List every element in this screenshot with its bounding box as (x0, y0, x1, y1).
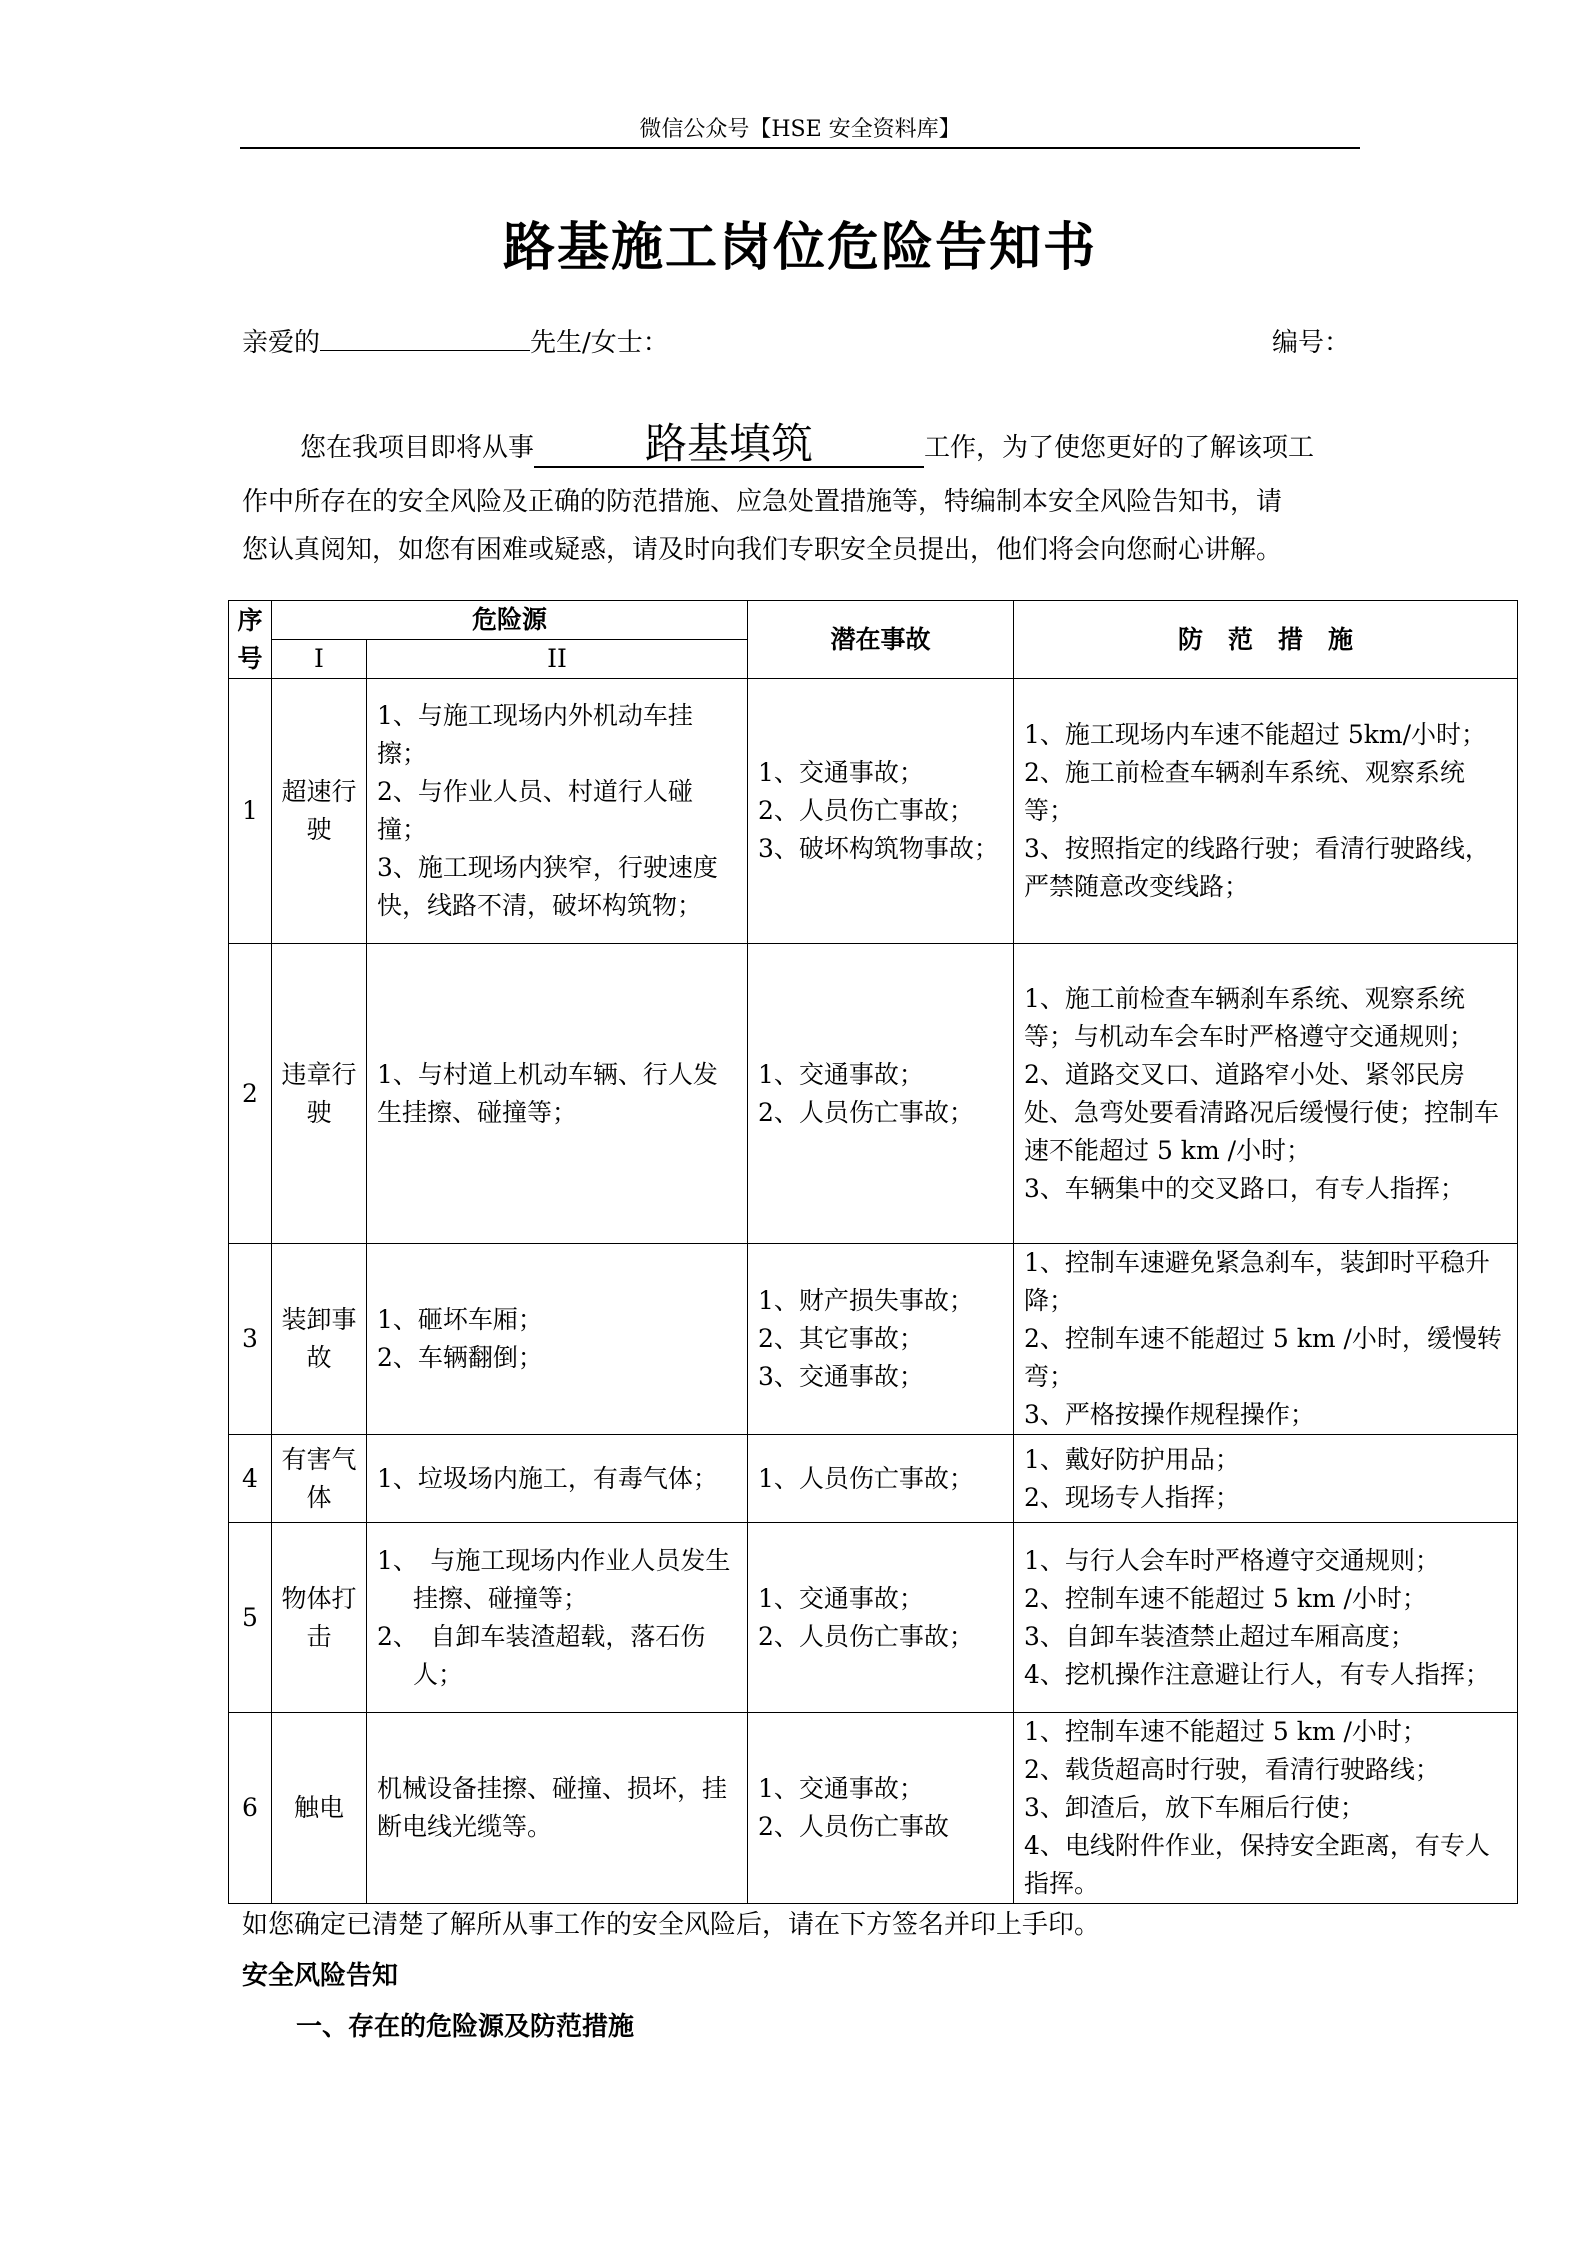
potential-accident-item: 1、财产损失事故； (758, 1286, 974, 1315)
potential-accident (748, 1523, 1014, 1713)
potential-accident-item: 1、交通事故； (758, 758, 924, 787)
intro-suffix: 工作，为了使您更好的了解该项工 (924, 433, 1315, 463)
serial-number-label: 编号： (1272, 328, 1351, 358)
hazard-detail (367, 1523, 748, 1713)
hazard-detail-item: 3、施工现场内狭窄，行驶速度快，线路不清，破坏构筑物； (377, 853, 718, 920)
greeting (242, 322, 669, 359)
prevention-measure (1014, 1244, 1518, 1435)
row-number: 1 (229, 679, 272, 944)
header-hazard-ii: II (367, 640, 748, 679)
risk-table (228, 600, 1518, 1904)
hazard-category: 违章行驶 (272, 944, 367, 1244)
hazard-detail-item: 1、与施工现场内外机动车挂擦； (377, 701, 693, 768)
hazard-category: 装卸事故 (272, 1244, 367, 1435)
prevention-measure-item: 1、与行人会车时严格遵守交通规则； (1024, 1545, 1440, 1575)
post-name: 路基填筑 (534, 422, 924, 468)
header-no: 序号 (229, 601, 272, 679)
prevention-measure-item: 4、电线附件作业，保持安全距离，有专人指挥。 (1024, 1831, 1490, 1898)
prevention-measure-item: 2、施工前检查车辆刹车系统、观察系统等； (1024, 758, 1465, 825)
prevention-measure-item: 3、按照指定的线路行驶；看清行驶路线，严禁随意改变线路； (1024, 834, 1490, 901)
prevention-measure-item: 2、道路交叉口、道路窄小处、紧邻民房处、急弯处要看清路况后缓慢行使；控制车速不能超过 5 km /小时； (1024, 1059, 1500, 1165)
row-number: 5 (229, 1523, 272, 1713)
prevention-measure-item: 3、严格按操作规程操作； (1024, 1400, 1315, 1429)
potential-accident (748, 1713, 1014, 1904)
document-title: 路基施工岗位危险告知书 (502, 217, 1097, 278)
hazard-detail-item: 1、砸坏车厢； (377, 1305, 543, 1334)
hazard-category: 触电 (272, 1713, 367, 1904)
prevention-measure-item: 1、控制车速不能超过 5 km /小时； (1024, 1717, 1427, 1746)
prevention-measure-item: 1、施工现场内车速不能超过 5km/小时； (1024, 720, 1487, 749)
table-row (229, 1713, 1518, 1904)
prevention-measure-item: 1、戴好防护用品； (1024, 1444, 1240, 1474)
hazard-detail-item: 1、垃圾场内施工，有毒气体； (377, 1463, 718, 1493)
hazard-detail-item: 机械设备挂擦、碰撞、损坏，挂断电线光缆等。 (377, 1774, 728, 1841)
subsection-heading: 一、存在的危险源及防范措施 (296, 2012, 635, 2042)
header-hazard-i: I (272, 640, 367, 679)
prevention-measure-item: 1、控制车速避免紧急刹车，装卸时平稳升降； (1024, 1248, 1490, 1315)
hazard-detail-item: 2、与作业人员、村道行人碰撞； (377, 777, 693, 844)
table-row (229, 944, 1518, 1244)
prevention-measure-item: 3、车辆集中的交叉路口，有专人指挥； (1024, 1173, 1465, 1203)
hazard-detail-item: 2、车辆翻倒； (377, 1343, 543, 1372)
potential-accident-item: 2、人员伤亡事故 (758, 1812, 949, 1841)
header-accident: 潜在事故 (748, 601, 1014, 679)
row-number: 2 (229, 944, 272, 1244)
potential-accident-item: 3、交通事故； (758, 1362, 924, 1391)
section-heading: 安全风险告知 (242, 1961, 399, 1991)
intro-line-3: 您认真阅知，如您有困难或疑惑，请及时向我们专职安全员提出，他们将会向您耐心讲解。 (242, 535, 1283, 565)
risk-table-body (229, 679, 1518, 1904)
confirm-text: 如您确定已清楚了解所从事工作的安全风险后，请在下方签名并印上手印。 (242, 1910, 1101, 1940)
table-row (229, 679, 1518, 944)
hazard-category: 超速行驶 (272, 679, 367, 944)
potential-accident (748, 1244, 1014, 1435)
prevention-measure-item: 4、挖机操作注意避让行人，有专人指挥； (1024, 1659, 1490, 1689)
prevention-measure-item: 2、载货超高时行驶，看清行驶路线； (1024, 1755, 1440, 1784)
prevention-measure (1014, 944, 1518, 1244)
hazard-detail (367, 1244, 748, 1435)
intro-line-2: 作中所存在的安全风险及正确的防范措施、应急处置措施等，特编制本安全风险告知书，请 (242, 487, 1283, 517)
name-blank (320, 326, 530, 351)
header-prevention: 防 范 措 施 (1014, 601, 1518, 679)
hazard-detail (367, 1713, 748, 1904)
prevention-measure (1014, 679, 1518, 944)
hazard-detail-item: 1、 与施工现场内作业人员发生挂擦、碰撞等； (377, 1545, 731, 1613)
prevention-measure-item: 1、施工前检查车辆刹车系统、观察系统等；与机动车会车时严格遵守交通规则； (1024, 983, 1475, 1051)
greeting-suffix: 先生/女士： (530, 328, 669, 358)
header-rule (240, 147, 1360, 149)
intro-prefix: 您在我项目即将从事 (300, 433, 535, 463)
greeting-row (242, 322, 1362, 362)
potential-accident (748, 1435, 1014, 1523)
potential-accident-item: 2、人员伤亡事故； (758, 1621, 974, 1651)
row-number: 6 (229, 1713, 272, 1904)
greeting-prefix: 亲爱的 (242, 328, 321, 358)
hazard-category: 物体打击 (272, 1523, 367, 1713)
potential-accident (748, 944, 1014, 1244)
potential-accident-item: 3、破坏构筑物事故； (758, 834, 999, 863)
potential-accident-item: 2、人员伤亡事故； (758, 1097, 974, 1127)
prevention-measure-item: 3、卸渣后，放下车厢后行使； (1024, 1793, 1365, 1822)
prevention-measure (1014, 1713, 1518, 1904)
potential-accident-item: 2、人员伤亡事故； (758, 796, 974, 825)
potential-accident-item: 1、交通事故； (758, 1059, 924, 1089)
prevention-measure-item: 2、现场专人指挥； (1024, 1482, 1240, 1512)
intro-line-1 (300, 420, 1314, 468)
prevention-measure-item: 3、自卸车装渣禁止超过车厢高度； (1024, 1621, 1415, 1651)
hazard-detail-item: 1、与村道上机动车辆、行人发生挂擦、碰撞等； (377, 1059, 718, 1127)
row-number: 4 (229, 1435, 272, 1523)
prevention-measure (1014, 1435, 1518, 1523)
hazard-detail (367, 679, 748, 944)
prevention-measure-item: 2、控制车速不能超过 5 km /小时； (1024, 1583, 1427, 1613)
potential-accident (748, 679, 1014, 944)
prevention-measure (1014, 1523, 1518, 1713)
hazard-detail (367, 1435, 748, 1523)
table-row (229, 1435, 1518, 1523)
hazard-category: 有害气体 (272, 1435, 367, 1523)
document-header: 微信公众号【HSE 安全资料库】 (639, 117, 961, 142)
potential-accident-item: 1、交通事故； (758, 1774, 924, 1803)
table-row (229, 1244, 1518, 1435)
header-hazard: 危险源 (272, 601, 748, 640)
potential-accident-item: 1、人员伤亡事故； (758, 1463, 974, 1493)
row-number: 3 (229, 1244, 272, 1435)
prevention-measure-item: 2、控制车速不能超过 5 km /小时，缓慢转弯； (1024, 1324, 1502, 1391)
table-row (229, 1523, 1518, 1713)
hazard-detail-item: 2、 自卸车装渣超载，落石伤人； (377, 1621, 706, 1689)
potential-accident-item: 1、交通事故； (758, 1583, 924, 1613)
hazard-detail (367, 944, 748, 1244)
potential-accident-item: 2、其它事故； (758, 1324, 924, 1353)
